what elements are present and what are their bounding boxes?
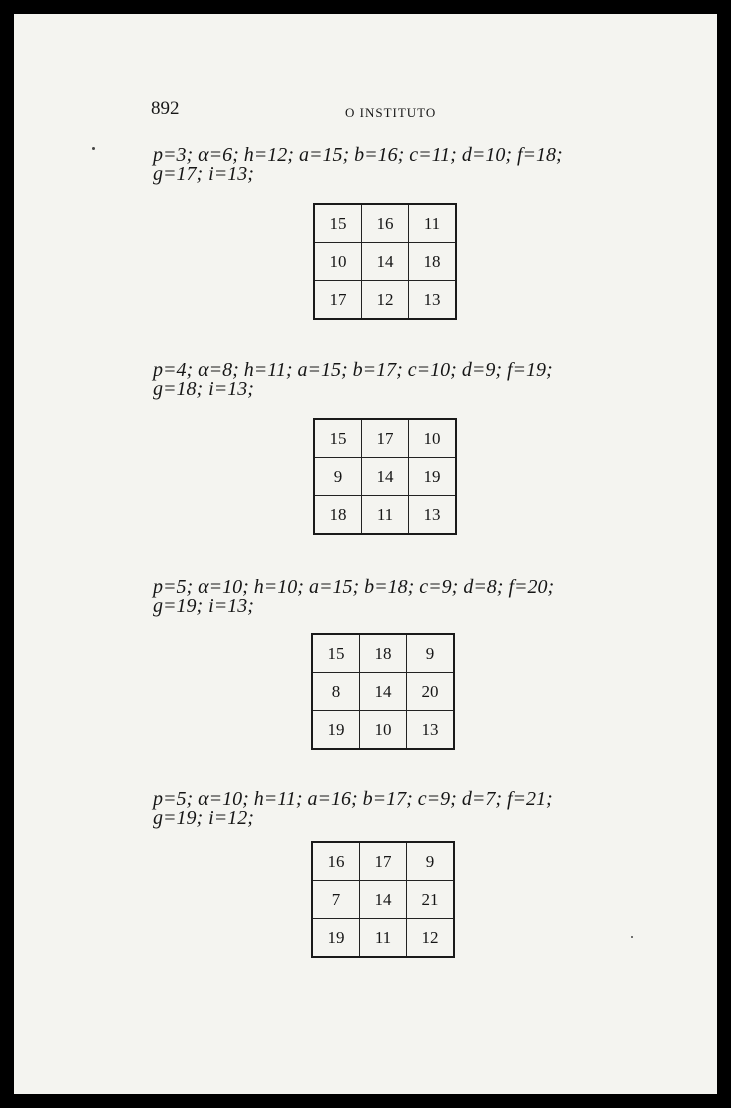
formula-block-2 bbox=[153, 361, 633, 399]
grid-cell: 15 bbox=[314, 204, 362, 243]
grid-cell: 14 bbox=[362, 243, 409, 281]
grid-cell: 19 bbox=[312, 711, 360, 750]
grid-cell: 10 bbox=[409, 419, 457, 458]
grid-cell: 20 bbox=[407, 673, 455, 711]
grid-cell: 15 bbox=[314, 419, 362, 458]
grid-cell: 13 bbox=[409, 281, 457, 320]
grid-cell: 17 bbox=[362, 419, 409, 458]
magic-square-3 bbox=[311, 633, 455, 750]
grid-cell: 8 bbox=[312, 673, 360, 711]
formula-line: p=3; α=6; h=12; a=15; b=16; c=11; d=10; f=18; bbox=[153, 144, 563, 166]
grid-cell: 11 bbox=[409, 204, 457, 243]
table-row bbox=[314, 496, 456, 535]
magic-square-4 bbox=[311, 841, 455, 958]
print-speck bbox=[92, 147, 95, 150]
formula-block-4 bbox=[153, 790, 633, 828]
grid-cell: 14 bbox=[362, 458, 409, 496]
grid-cell: 14 bbox=[360, 881, 407, 919]
grid-cell: 16 bbox=[312, 842, 360, 881]
grid-cell: 18 bbox=[314, 496, 362, 535]
table-row bbox=[314, 281, 456, 320]
grid-cell: 11 bbox=[362, 496, 409, 535]
grid-cell: 11 bbox=[360, 919, 407, 958]
grid-cell: 17 bbox=[314, 281, 362, 320]
grid-cell: 15 bbox=[312, 634, 360, 673]
grid-cell: 9 bbox=[407, 634, 455, 673]
grid-cell: 10 bbox=[314, 243, 362, 281]
table-row bbox=[314, 419, 456, 458]
formula-line: g=17; i=13; bbox=[153, 163, 254, 185]
formula-line: p=5; α=10; h=11; a=16; b=17; c=9; d=7; f=21; bbox=[153, 788, 553, 810]
print-speck bbox=[631, 936, 633, 938]
table-row bbox=[312, 673, 454, 711]
magic-square-1 bbox=[313, 203, 457, 320]
grid-cell: 13 bbox=[409, 496, 457, 535]
formula-line: g=19; i=13; bbox=[153, 595, 254, 617]
table-row bbox=[312, 919, 454, 958]
scan-border bbox=[0, 0, 731, 14]
page-header bbox=[0, 98, 731, 122]
grid-cell: 19 bbox=[409, 458, 457, 496]
grid-cell: 9 bbox=[314, 458, 362, 496]
table-row bbox=[312, 881, 454, 919]
magic-square-2 bbox=[313, 418, 457, 535]
formula-line: g=19; i=12; bbox=[153, 807, 254, 829]
table-row bbox=[314, 243, 456, 281]
page-number: 892 bbox=[151, 98, 180, 119]
formula-block-1 bbox=[153, 146, 633, 184]
grid-cell: 17 bbox=[360, 842, 407, 881]
grid-cell: 9 bbox=[407, 842, 455, 881]
grid-cell: 16 bbox=[362, 204, 409, 243]
table-row bbox=[312, 842, 454, 881]
grid-cell: 10 bbox=[360, 711, 407, 750]
grid-cell: 13 bbox=[407, 711, 455, 750]
grid-cell: 19 bbox=[312, 919, 360, 958]
table-row bbox=[314, 204, 456, 243]
grid-cell: 18 bbox=[409, 243, 457, 281]
grid-cell: 21 bbox=[407, 881, 455, 919]
table-row bbox=[312, 711, 454, 750]
grid-cell: 12 bbox=[407, 919, 455, 958]
formula-line: p=4; α=8; h=11; a=15; b=17; c=10; d=9; f=19; bbox=[153, 359, 553, 381]
table-row bbox=[314, 458, 456, 496]
formula-line: g=18; i=13; bbox=[153, 378, 254, 400]
formula-block-3 bbox=[153, 578, 633, 616]
grid-cell: 14 bbox=[360, 673, 407, 711]
grid-cell: 7 bbox=[312, 881, 360, 919]
grid-cell: 12 bbox=[362, 281, 409, 320]
running-title: O INSTITUTO bbox=[345, 105, 437, 120]
grid-cell: 18 bbox=[360, 634, 407, 673]
table-row bbox=[312, 634, 454, 673]
formula-line: p=5; α=10; h=10; a=15; b=18; c=9; d=8; f=20; bbox=[153, 576, 555, 598]
